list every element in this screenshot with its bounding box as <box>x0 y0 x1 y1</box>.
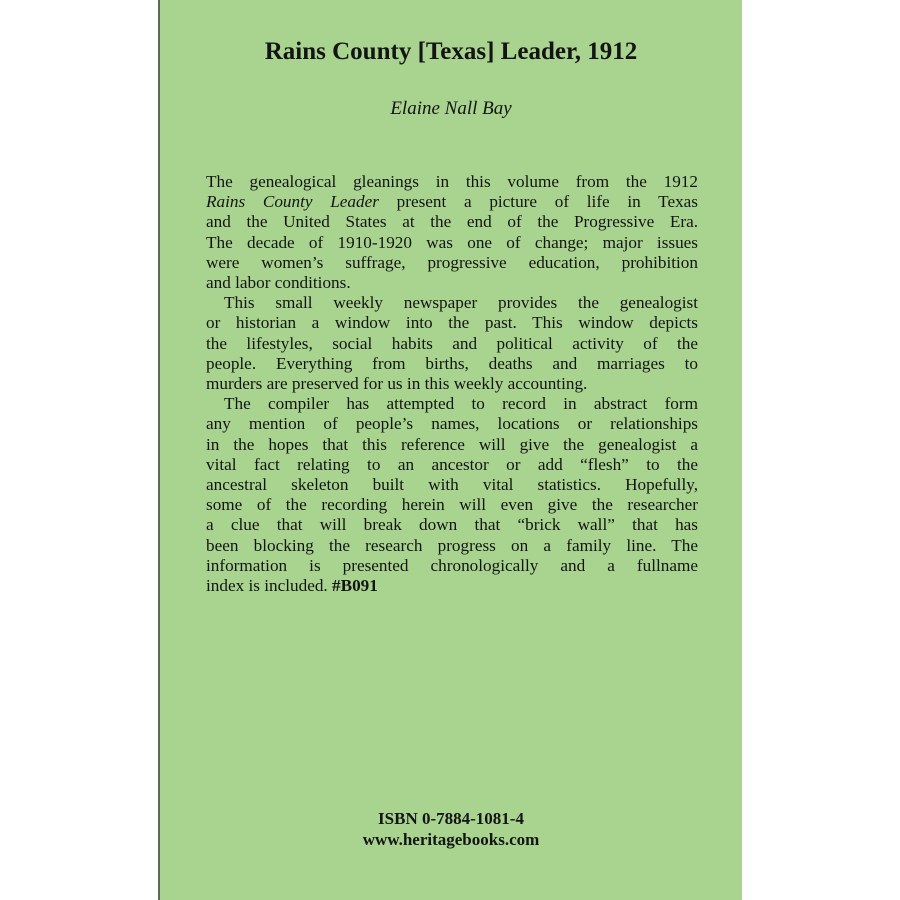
text-line: a clue that will break down that “brick wall” that has <box>206 515 698 535</box>
text-line: were women’s suffrage, progressive education, prohibition <box>206 252 698 272</box>
text-line <box>206 192 698 212</box>
text-line <box>206 576 698 596</box>
text-line: people. Everything from births, deaths and marriages to <box>206 353 698 373</box>
text-fragment: present a picture of life in Texas <box>378 192 698 212</box>
isbn: ISBN 0-7884-1081-4 <box>378 809 524 828</box>
text-line: the lifestyles, social habits and political activity of the <box>206 333 698 353</box>
text-line: been blocking the research progress on a family line. The <box>206 535 698 555</box>
publisher-info <box>160 808 742 850</box>
book-description <box>206 172 698 596</box>
book-author: Elaine Nall Bay <box>390 98 512 119</box>
text-line: ancestral skeleton built with vital statistics. Hopefully, <box>206 475 698 495</box>
text-line: The compiler has attempted to record in abstract form <box>224 394 698 414</box>
newspaper-title: Rains County Leader <box>206 192 379 212</box>
publisher-website: www.heritagebooks.com <box>362 830 540 849</box>
text-line: or historian a window into the past. This window depicts <box>206 313 698 333</box>
book-back-cover <box>158 0 742 900</box>
text-line: and the United States at the end of the Progressive Era. <box>206 212 698 232</box>
text-fragment: index is included. <box>206 576 333 596</box>
text-line: and labor conditions. <box>206 273 351 293</box>
text-line: The decade of 1910-1920 was one of change; major issues <box>206 232 698 252</box>
text-line: information is presented chronologically and a fullname <box>206 555 698 575</box>
text-line: murders are preserved for us in this weekly accounting. <box>206 374 588 394</box>
text-line: some of the recording herein will even give the researcher <box>206 495 698 515</box>
item-code: #B091 <box>332 576 378 596</box>
text-line: vital fact relating to an ancestor or add “flesh” to the <box>206 454 698 474</box>
book-title: Rains County [Texas] Leader, 1912 <box>264 38 638 65</box>
text-line: The genealogical gleanings in this volume from the 1912 <box>206 172 698 191</box>
text-line: any mention of people’s names, locations or relationships <box>206 414 698 434</box>
text-line: in the hopes that this reference will give the genealogist a <box>206 434 698 454</box>
text-line: This small weekly newspaper provides the genealogist <box>224 293 698 313</box>
